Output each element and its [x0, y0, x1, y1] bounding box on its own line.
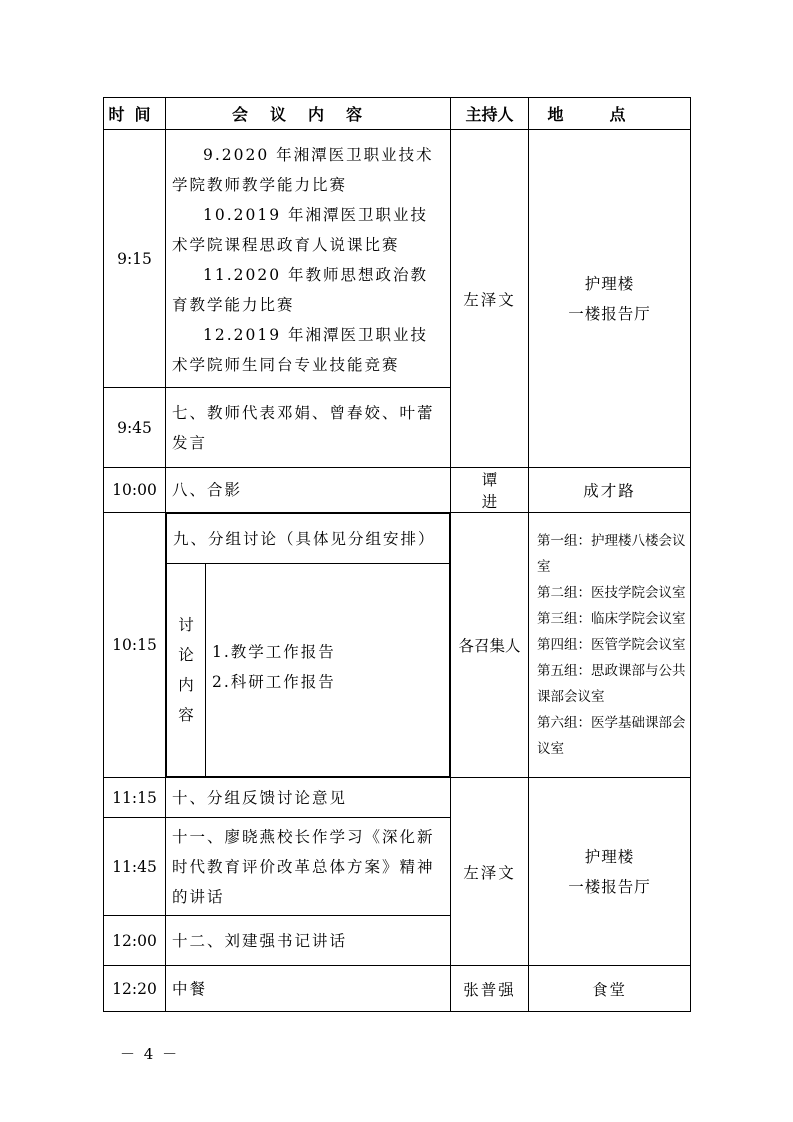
content-cell: 十二、刘建强书记讲话 — [166, 916, 451, 966]
content-cell: 十一、廖晓燕校长作学习《深化新时代教育评价改革总体方案》精神的讲话 — [166, 818, 451, 916]
table-row — [104, 468, 691, 513]
location-cell: 成才路 — [529, 468, 691, 513]
content-cell: 八、合影 — [166, 468, 451, 513]
location-cell — [529, 513, 691, 778]
header-row — [104, 98, 691, 130]
content-cell: 十、分组反馈讨论意见 — [166, 778, 451, 818]
list-item: 9.2020 年湘潭医卫职业技术学院教师教学能力比赛 — [172, 145, 434, 194]
list-item: 2.科研工作报告 — [212, 673, 336, 691]
location-line: 一楼报告厅 — [568, 877, 651, 896]
host-cell: 谭进 — [451, 468, 529, 513]
schedule-table — [103, 97, 691, 1012]
time-cell: 11:45 — [104, 818, 166, 916]
discussion-items — [206, 564, 450, 777]
location-cell — [529, 130, 691, 468]
location-cell: 食堂 — [529, 966, 691, 1012]
list-item: 1.教学工作报告 — [212, 643, 336, 661]
group-item: 第二组：医技学院会议室 — [537, 585, 686, 601]
list-item: 12.2019 年湘潭医卫职业技术学院师生同台专业技能竞赛 — [172, 325, 429, 374]
host-cell: 张普强 — [451, 966, 529, 1012]
time-cell: 10:15 — [104, 513, 166, 778]
time-cell: 9:15 — [104, 130, 166, 388]
table-row — [104, 778, 691, 818]
group-item: 第五组：思政课部与公共课部会议室 — [537, 663, 686, 705]
content-cell — [166, 513, 451, 778]
page-number: － 4 － — [120, 1045, 180, 1063]
group-item: 第六组：医学基础课部会议室 — [537, 715, 686, 757]
content-cell: 中餐 — [166, 966, 451, 1012]
header-host: 主持人 — [451, 98, 529, 130]
list-item: 10.2019 年湘潭医卫职业技术学院课程思政育人说课比赛 — [172, 205, 429, 254]
list-item: 11.2020 年教师思想政治教育教学能力比赛 — [172, 265, 429, 314]
group-item: 第四组：医管学院会议室 — [537, 637, 686, 653]
host-cell: 左泽文 — [451, 130, 529, 468]
location-line: 一楼报告厅 — [568, 304, 651, 323]
time-cell: 12:20 — [104, 966, 166, 1012]
table-row — [104, 513, 691, 778]
location-line: 护理楼 — [584, 274, 635, 293]
location-cell — [529, 778, 691, 966]
host-cell: 左泽文 — [451, 778, 529, 966]
host-cell: 各召集人 — [451, 513, 529, 778]
table-row — [104, 130, 691, 388]
time-cell: 12:00 — [104, 916, 166, 966]
header-location: 地点 — [529, 98, 691, 130]
discussion-label: 讨 论 内 容 — [167, 564, 206, 777]
group-item: 第三组：临床学院会议室 — [537, 611, 686, 627]
discussion-title: 九、分组讨论（具体见分组安排） — [167, 514, 450, 564]
location-line: 护理楼 — [584, 847, 635, 866]
time-cell: 10:00 — [104, 468, 166, 513]
group-item: 第一组：护理楼八楼会议室 — [537, 533, 686, 575]
time-cell: 11:15 — [104, 778, 166, 818]
discussion-table — [166, 513, 450, 777]
time-cell: 9:45 — [104, 388, 166, 468]
header-time: 时间 — [104, 98, 166, 130]
header-content: 会议内容 — [166, 98, 451, 130]
content-cell — [166, 130, 451, 388]
table-row — [104, 966, 691, 1012]
content-cell: 七、教师代表邓娟、曾春姣、叶蕾发言 — [166, 388, 451, 468]
